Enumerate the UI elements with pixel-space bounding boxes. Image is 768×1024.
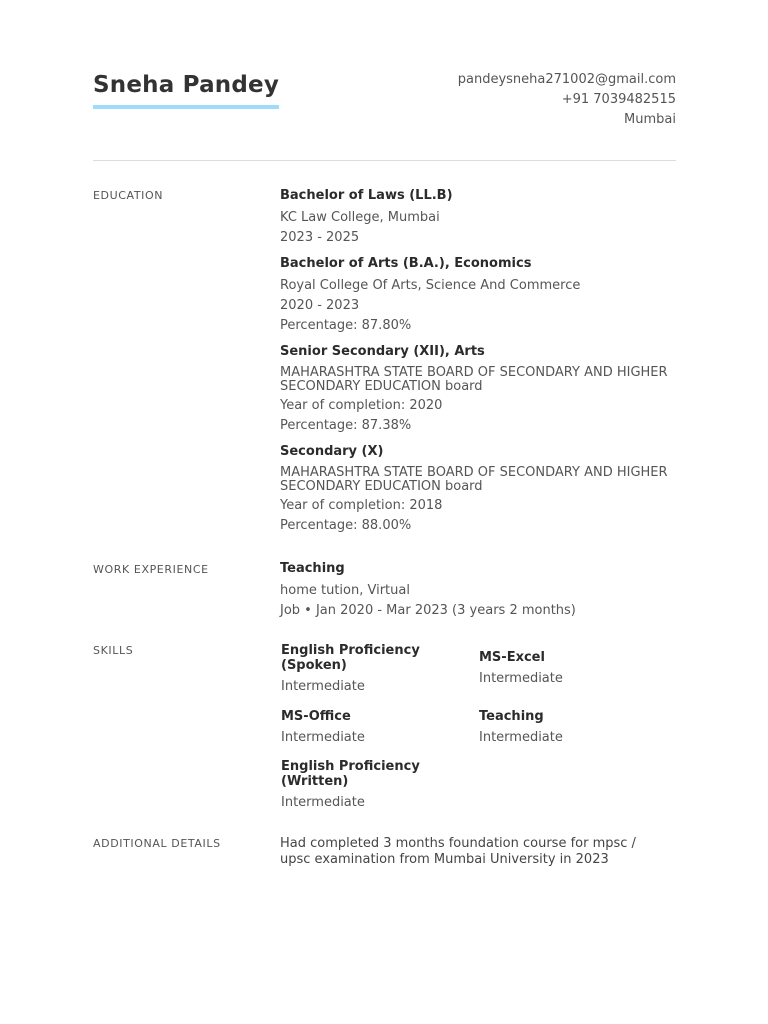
institution: MAHARASHTRA STATE BOARD OF SECONDARY AND HIGHER SECONDARY EDUCATION board bbox=[280, 465, 668, 494]
contact-city: Mumbai bbox=[624, 112, 676, 127]
work-experience-body bbox=[280, 561, 676, 629]
education-entry bbox=[280, 344, 676, 436]
contact-block bbox=[458, 70, 676, 130]
additional-details-text: Had completed 3 months foundation course for mpsc / upsc examination from Mumbai University in 2023 bbox=[280, 836, 636, 867]
skill-name: MS-Office bbox=[281, 709, 351, 724]
skill-name: English Proficiency (Spoken) bbox=[281, 643, 420, 673]
score: Percentage: 87.38% bbox=[280, 418, 412, 433]
years: Year of completion: 2018 bbox=[280, 498, 443, 513]
score: Percentage: 88.00% bbox=[280, 518, 412, 533]
skill-level: Intermediate bbox=[281, 795, 365, 810]
job-meta: Job • Jan 2020 - Mar 2023 (3 years 2 months) bbox=[280, 603, 576, 618]
skill-level: Intermediate bbox=[281, 679, 365, 694]
name-underline-accent bbox=[93, 105, 279, 109]
skill-name: MS-Excel bbox=[479, 650, 545, 665]
years: 2023 - 2025 bbox=[280, 230, 360, 245]
candidate-name: Sneha Pandey bbox=[93, 72, 280, 98]
education-label: EDUCATION bbox=[93, 189, 164, 202]
job-organization: home tution, Virtual bbox=[280, 583, 410, 598]
work-entry bbox=[280, 561, 676, 621]
skill-level: Intermediate bbox=[479, 730, 563, 745]
education-entry bbox=[280, 188, 676, 248]
resume-page bbox=[93, 0, 676, 867]
skill-name: Teaching bbox=[479, 709, 544, 724]
skill-name: English Proficiency (Written) bbox=[281, 759, 420, 789]
skill-item bbox=[281, 643, 461, 697]
resume-header bbox=[93, 0, 676, 161]
degree-title: Bachelor of Laws (LL.B) bbox=[280, 188, 453, 203]
institution: KC Law College, Mumbai bbox=[280, 210, 440, 225]
institution: MAHARASHTRA STATE BOARD OF SECONDARY AND HIGHER SECONDARY EDUCATION board bbox=[280, 365, 668, 394]
job-title: Teaching bbox=[280, 561, 345, 576]
skills-body bbox=[281, 643, 677, 813]
years: Year of completion: 2020 bbox=[280, 398, 443, 413]
years: 2020 - 2023 bbox=[280, 298, 360, 313]
score: Percentage: 87.80% bbox=[280, 318, 412, 333]
work-experience-label: WORK EXPERIENCE bbox=[93, 563, 209, 576]
education-entry bbox=[280, 444, 676, 536]
skill-item bbox=[281, 709, 461, 748]
institution: Royal College Of Arts, Science And Commerce bbox=[280, 278, 581, 293]
additional-details-body bbox=[280, 836, 676, 868]
skill-item bbox=[281, 759, 461, 813]
additional-details-label: ADDITIONAL DETAILS bbox=[93, 837, 221, 850]
education-body bbox=[280, 188, 676, 544]
degree-title: Bachelor of Arts (B.A.), Economics bbox=[280, 256, 532, 271]
degree-title: Secondary (X) bbox=[280, 444, 384, 459]
skills-grid bbox=[281, 643, 677, 813]
education-entry bbox=[280, 256, 676, 336]
degree-title: Senior Secondary (XII), Arts bbox=[280, 344, 485, 359]
skill-level: Intermediate bbox=[281, 730, 365, 745]
contact-email[interactable]: pandeysneha271002@gmail.com bbox=[457, 72, 676, 87]
contact-phone[interactable]: +91 7039482515 bbox=[561, 92, 676, 107]
skill-item bbox=[479, 709, 659, 748]
skill-item bbox=[479, 650, 659, 689]
skill-level: Intermediate bbox=[479, 671, 563, 686]
skills-label: SKILLS bbox=[93, 644, 134, 657]
